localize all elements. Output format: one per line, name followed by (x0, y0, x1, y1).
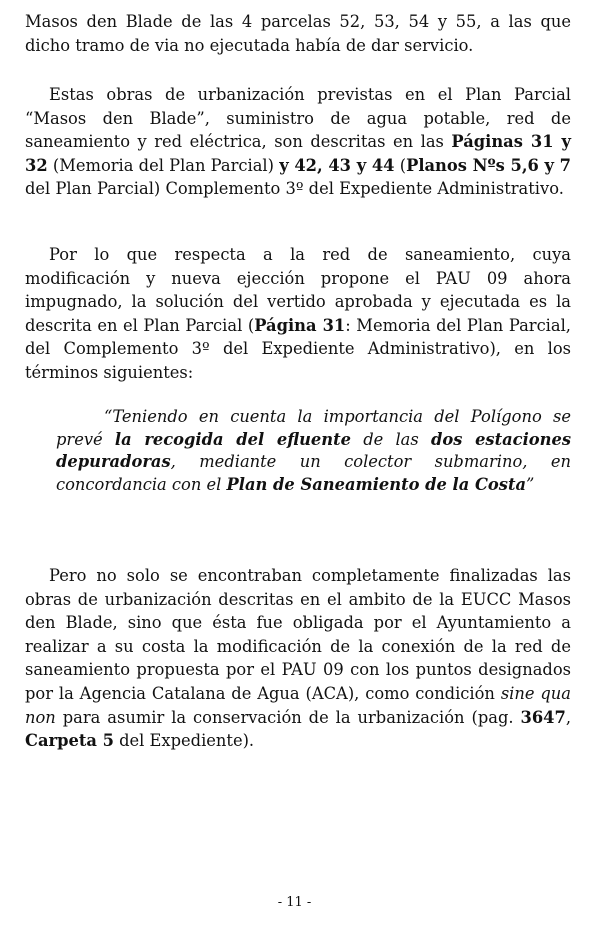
paragraph-parcelas (25, 10, 571, 57)
text-run: para asumir la conservación de la urbanización (pag. (55, 707, 521, 727)
text-run: , (565, 707, 571, 727)
paragraph-obras-urbanizacion (25, 83, 571, 201)
bold-text-run: 3647 (520, 707, 566, 727)
bold-text-run: Planos Nºs 5,6 y 7 (406, 155, 571, 175)
text-run: : Memoria del Plan Parcial, del Complemento 3º del Expediente Administrativo), en los términos siguientes: (25, 315, 571, 382)
block-quote (56, 406, 571, 496)
paragraph-red-saneamiento (25, 243, 571, 385)
paragraph-obligacion-ayuntamiento (25, 564, 571, 753)
bold-text-run: Plan de Saneamiento de la Costa (226, 474, 527, 494)
text-run: , mediante un colector submarino, en concordancia con el (56, 452, 571, 494)
text-run: ( (394, 155, 407, 175)
text-run: Masos den Blade de las 4 parcelas 52, 53, 54 y 55, a las que dicho tramo de via no ejecutada había de dar servicio. (25, 12, 571, 55)
bold-text-run: Páginas 31 y 32 (25, 132, 572, 175)
text-run: ” (526, 474, 535, 494)
text-run: (Memoria del Plan Parcial) (47, 155, 280, 175)
text-run: de las (350, 429, 431, 449)
text-run: Pero no solo se encontraban completamente finalizadas las obras de urbanización descritas en el ambito de la EUCC Masos den Blade, sino que ésta fue obligada por el Ayuntamiento a realizar a su costa la modificación de la conexión de la red de saneamiento propuesta por el PAU 09 con los puntos designados por la Agencia Catalana de Agua (ACA), como condición (25, 566, 571, 703)
text-run: Estas obras de urbanización previstas en el Plan Parcial “Masos den Blade”, suministro de agua potable, red de saneamiento y red eléctrica, son descritas en las (25, 85, 571, 152)
bold-text-run: Carpeta 5 (25, 731, 114, 751)
bold-text-run: Página 31 (254, 315, 346, 335)
text-run: “Teniendo en cuenta la importancia del Polígono se prevé (56, 407, 571, 449)
bold-text-run: y 42, 43 y 44 (279, 155, 395, 175)
bold-text-run: dos estaciones depuradoras (56, 429, 571, 471)
bold-text-run: la recogida del efluente (114, 429, 351, 449)
italic-text-run: sine qua non (25, 683, 571, 727)
page-number: - 11 - (277, 895, 312, 910)
text-run: del Expediente). (113, 731, 255, 751)
text-run: del Plan Parcial) Complemento 3º del Expediente Administrativo. (25, 179, 564, 199)
text-run: Por lo que respecta a la red de saneamiento, cuya modificación y nueva ejección propone el PAU 09 ahora impugnado, la solución del vertido aprobada y ejecutada es la descrita en el Plan Parcial ( (25, 245, 571, 335)
